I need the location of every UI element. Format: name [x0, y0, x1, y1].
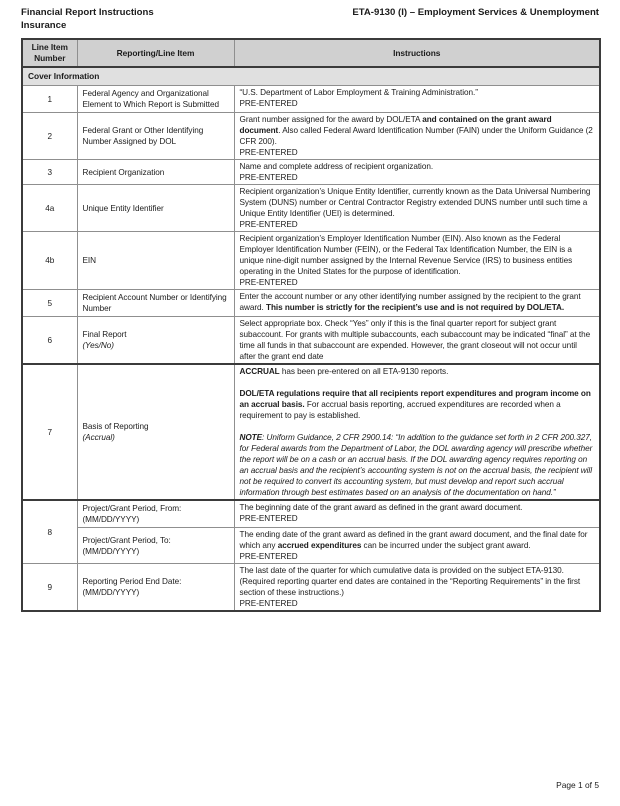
table-row: [22, 317, 600, 365]
paragraph: [240, 114, 595, 147]
text-segment: : Uniform Guidance, 2 CFR 2900.14: “In addition to the guidance set forth in 2 CFR 200.327, for Federal awards from the Department of Labor, the DOL awarding agency will prescribe whether the report will be on a cash or an accrual basis. If the DOL awarding agency requires reporting on an accrual basis and the recipient’s accounting system is not on the accrual basis, the recipient will not be required to convert its accounting system, but must develop and report such accrual information through best estimates based on an analysis of the documentation on hand.”: [239, 433, 593, 497]
text-segment: DOL/ETA regulations require that all recipients report expenditures and program income on an accrual basis.: [239, 389, 591, 409]
table-header: [22, 39, 600, 67]
paragraph: [83, 421, 230, 432]
paragraph: [83, 535, 230, 546]
text-segment: Grant number assigned for the award by DOL/ETA: [239, 115, 423, 124]
text-segment: The last date of the quarter for which cumulative data is provided on the subject ETA-9130. (Required reporting quarter end dates are contained in the “Reporting Requirements” in the first section of these instructions.): [239, 566, 581, 597]
text-segment: Project/Grant Period, To:: [82, 535, 171, 545]
text-segment: Name and complete address of recipient organization.: [239, 162, 434, 171]
text-segment: The ending date of the grant award as defined in the grant award document, and the final date for which any: [239, 530, 588, 550]
text-segment: Recipient organization’s Employer Identification Number (EIN). Also known as the Federal Employer Identification Number (FEIN), or the Federal Tax Identification Number, the EIN is a unique nine-digit number assigned by the Internal Revenue Service (IRS) to business entities operating in the United States for the purpose of identification.: [239, 234, 573, 276]
paragraph: [240, 219, 595, 230]
text-segment: Unique Entity Identifier: [82, 203, 164, 213]
paragraph: [83, 329, 230, 340]
text-segment: Select appropriate box. Check “Yes” only if this is the final quarter report for subject grant subaccount. For grants with multiple subaccounts, each subaccount may be indicated “final” at the time all funds in that subaccount are expended. However, the grant closeout will not occur until after the grant end date: [239, 319, 591, 361]
reporting-line-item-cell: [77, 232, 234, 290]
reporting-line-item-cell: [77, 317, 234, 365]
reporting-line-item-cell: [77, 528, 234, 564]
text-segment: Project/Grant Period, From:: [82, 504, 182, 513]
instructions-cell: [234, 160, 600, 185]
line-item-number-cell: 7: [22, 364, 77, 500]
column-header-instructions: Instructions: [234, 39, 600, 67]
instructions-cell: [234, 364, 600, 500]
table-row: [22, 160, 600, 185]
text-segment: . Also called Federal Award Identification Number (FAIN) under the Uniform Guidance (2 CFR 200).: [239, 126, 593, 146]
paragraph: [83, 576, 230, 587]
text-segment: (Accrual): [82, 433, 115, 442]
document-title-row: [21, 7, 599, 20]
table-row: [22, 113, 600, 160]
instructions-cell: [234, 86, 600, 113]
text-segment: PRE-ENTERED: [239, 278, 298, 287]
text-segment: EIN: [82, 256, 96, 265]
table-row: [22, 290, 600, 317]
column-header-reporting-line-item: Reporting/Line Item: [77, 39, 234, 67]
text-segment: and contained on the grant award document: [239, 115, 552, 135]
text-segment: can be incurred under the subject grant award.: [361, 541, 531, 550]
instructions-table: [21, 38, 601, 612]
instructions-cell: [234, 500, 600, 528]
text-segment: PRE-ENTERED: [239, 599, 298, 608]
reporting-line-item-cell: [77, 290, 234, 317]
instructions-cell: [234, 185, 600, 232]
paragraph: [240, 291, 595, 313]
text-segment: (MM/DD/YYYY): [82, 515, 140, 524]
text-segment: Enter the account number or any other identifying number assigned by the recipient to the grant award.: [239, 292, 581, 312]
table-row: [22, 185, 600, 232]
table-row: [22, 232, 600, 290]
line-item-number-cell: 2: [22, 113, 77, 160]
line-item-number-cell: 6: [22, 317, 77, 365]
text-segment: PRE-ENTERED: [239, 552, 298, 561]
paragraph: [240, 318, 595, 362]
text-segment: For accrual basis reporting, accrued expenditures are recorded when a requirement to pay is established.: [239, 400, 561, 420]
table-row: [22, 564, 600, 612]
text-segment: ACCRUAL: [239, 367, 280, 376]
paragraph: [240, 233, 595, 277]
document-title-right: ETA-9130 (I) – Employment Services & Unemployment: [352, 7, 599, 18]
line-item-number-cell: 4b: [22, 232, 77, 290]
text-segment: has been pre-entered on all ETA-9130 reports.: [279, 367, 449, 376]
paragraph: [83, 203, 230, 214]
paragraph: [83, 340, 230, 351]
paragraph: [240, 87, 595, 98]
paragraph: [83, 292, 230, 314]
paragraph: [240, 502, 595, 513]
paragraph: [240, 161, 595, 172]
text-segment: PRE-ENTERED: [239, 173, 298, 182]
text-segment: PRE-ENTERED: [239, 220, 298, 229]
text-segment: This number is strictly for the recipient’s use and is not required by DOL/ETA.: [266, 303, 565, 312]
text-segment: (MM/DD/YYYY): [82, 588, 140, 597]
text-segment: PRE-ENTERED: [239, 514, 298, 523]
line-item-number-cell: 1: [22, 86, 77, 113]
text-segment: Final Report: [82, 330, 127, 339]
paragraph: [240, 565, 595, 598]
paragraph: [83, 255, 230, 266]
instructions-cell: [234, 528, 600, 564]
reporting-line-item-cell: [77, 160, 234, 185]
paragraph: [240, 98, 595, 109]
reporting-line-item-cell: [77, 185, 234, 232]
section-row-cover-information: [22, 67, 600, 86]
blank-line: [240, 421, 595, 432]
text-segment: “U.S. Department of Labor Employment & Training Administration.”: [239, 88, 478, 97]
reporting-line-item-cell: [77, 364, 234, 500]
text-segment: (MM/DD/YYYY): [82, 546, 140, 556]
reporting-line-item-cell: [77, 86, 234, 113]
line-item-number-cell: 3: [22, 160, 77, 185]
text-segment: accrued expenditures: [277, 541, 362, 550]
paragraph: [240, 277, 595, 288]
paragraph: [83, 546, 230, 557]
paragraph: [240, 529, 595, 551]
text-segment: Federal Grant or Other Identifying Number Assigned by DOL: [82, 126, 204, 146]
text-segment: The beginning date of the grant award as defined in the grant award document.: [239, 503, 523, 512]
text-segment: Reporting Period End Date:: [82, 577, 182, 586]
paragraph: [240, 432, 595, 498]
instructions-cell: [234, 113, 600, 160]
paragraph: [240, 172, 595, 183]
section-title: Cover Information: [22, 67, 600, 86]
blank-line: [240, 377, 595, 388]
text-segment: Federal Agency and Organizational Element to Which Report is Submitted: [82, 89, 220, 109]
text-segment: Recipient Organization: [82, 167, 165, 177]
document-title-wrap: Insurance: [21, 19, 67, 31]
paragraph: [83, 88, 230, 110]
instructions-cell: [234, 317, 600, 365]
paragraph: [83, 125, 230, 147]
paragraph: [83, 167, 230, 178]
page-indicator: Page 1 of 5: [556, 780, 599, 790]
table-row: [22, 86, 600, 113]
line-item-number-cell: 8: [22, 500, 77, 564]
paragraph: [240, 551, 595, 562]
paragraph: [240, 366, 595, 377]
table-row: [22, 500, 600, 528]
text-segment: Basis of Reporting: [82, 422, 149, 431]
document-title-left: Financial Report Instructions: [21, 7, 154, 18]
text-segment: (Yes/No): [82, 341, 114, 350]
table-header-row: [22, 39, 600, 67]
instructions-cell: [234, 564, 600, 612]
reporting-line-item-cell: [77, 113, 234, 160]
text-segment: NOTE: [239, 433, 263, 442]
paragraph: [83, 503, 230, 514]
instructions-cell: [234, 290, 600, 317]
text-segment: PRE-ENTERED: [239, 99, 298, 108]
line-item-number-cell: 4a: [22, 185, 77, 232]
table-row: [22, 364, 600, 500]
paragraph: [240, 147, 595, 158]
table-row: [22, 528, 600, 564]
text-segment: PRE-ENTERED: [239, 148, 298, 157]
instructions-cell: [234, 232, 600, 290]
reporting-line-item-cell: [77, 500, 234, 528]
paragraph: [83, 432, 230, 443]
text-segment: Recipient organization’s Unique Entity Identifier, currently known as the Data Universal Numbering System (DUNS) number or Central Contractor Registry extended DUNS number until such time a Unique Entity Identifier (UEI) is determined.: [239, 187, 591, 218]
reporting-line-item-cell: [77, 564, 234, 612]
paragraph: [240, 388, 595, 421]
paragraph: [83, 514, 230, 525]
text-segment: Recipient Account Number or Identifying Number: [82, 293, 227, 313]
paragraph: [83, 587, 230, 598]
table-body: [22, 67, 600, 611]
line-item-number-cell: 5: [22, 290, 77, 317]
document-header: [0, 0, 620, 32]
paragraph: [240, 513, 595, 524]
paragraph: [240, 598, 595, 609]
column-header-line-item-number: Line Item Number: [22, 39, 77, 67]
paragraph: [240, 186, 595, 219]
line-item-number-cell: 9: [22, 564, 77, 612]
